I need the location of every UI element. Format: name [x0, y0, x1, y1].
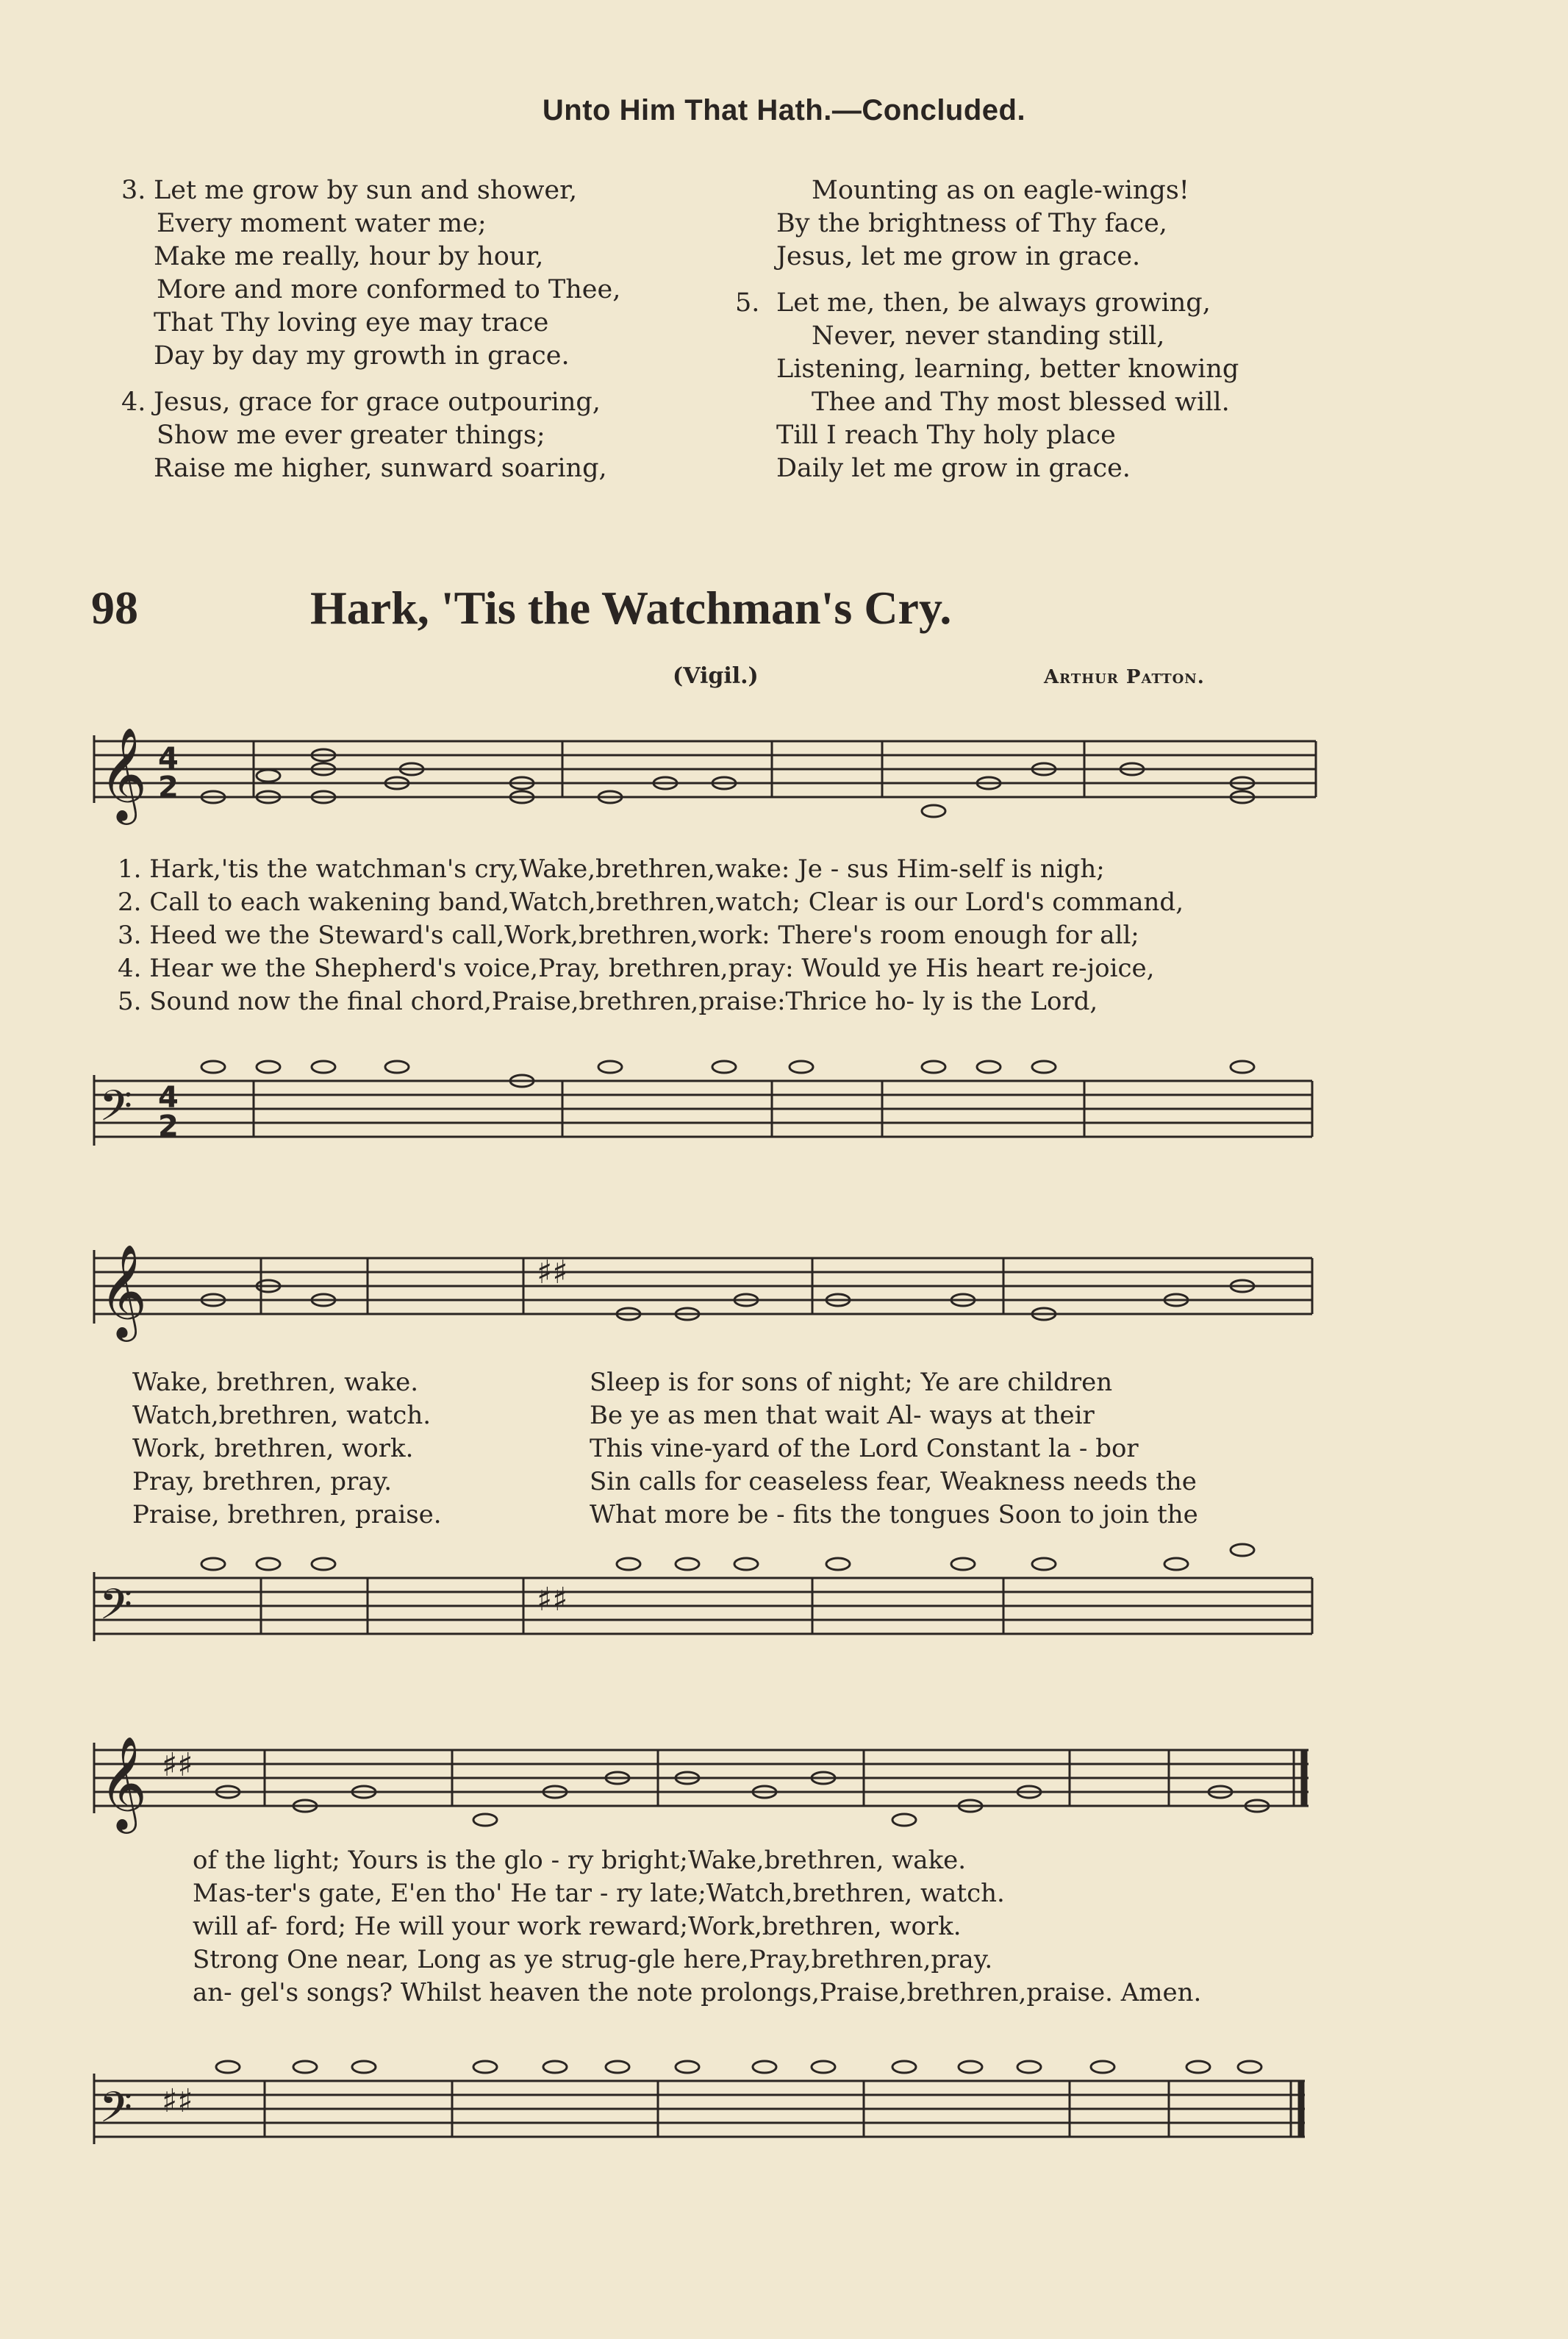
svg-text:2: 2: [158, 1110, 179, 1143]
lyric-line: Pray, brethren, pray.: [132, 1467, 393, 1496]
lyric-line: Sin calls for ceaseless fear, Weakness needs the: [590, 1467, 1197, 1496]
bass-clef-icon: 𝄢: [99, 1081, 133, 1141]
lyric-line: Praise, brethren, praise.: [132, 1500, 442, 1529]
tune-name: (Vigil.): [673, 663, 759, 689]
lyric-line: 5. Sound now the final chord,Praise,brethren,praise:Thrice ho- ly is the Lord,: [118, 987, 1098, 1016]
lyric-line: Work, brethren, work.: [132, 1434, 414, 1463]
lyric-line: 3. Heed we the Steward's call,Work,brethren,work: There's room enough for all;: [118, 921, 1139, 950]
system2-lyrics-right: [590, 1366, 1198, 1532]
lyric-line: of the light; Yours is the glo - ry bright;Wake,brethren, wake.: [193, 1846, 967, 1875]
lyric-line: Mas-ter's gate, E'en tho' He tar - ry late;Watch,brethren, watch.: [193, 1879, 1005, 1908]
svg-text:♯♯: ♯♯: [162, 1746, 193, 1784]
hymn-title: Hark, 'Tis the Watchman's Cry.: [310, 582, 952, 634]
svg-text:𝄞: 𝄞: [99, 1735, 148, 1829]
svg-text:𝄢: 𝄢: [99, 1579, 133, 1640]
composer: Arthur Patton.: [1044, 666, 1205, 688]
verse-4-cont: Mounting as on eagle-wings! By the brightness of Thy face, Jesus, let me grow in grace.: [776, 176, 1189, 271]
system1-lyrics: [118, 853, 1184, 1018]
lyric-line: 4. Hear we the Shepherd's voice,Pray, brethren,pray: Would ye His heart re-joice,: [118, 954, 1155, 983]
lyric-line: Be ye as men that wait Al- ways at their: [590, 1401, 1095, 1430]
treble-clef-icon: 𝄞: [99, 726, 148, 821]
lyric-line: Sleep is for sons of night; Ye are children: [590, 1368, 1113, 1397]
svg-text:♯♯: ♯♯: [162, 2082, 193, 2120]
lyric-line: 2. Call to each wakening band,Watch,brethren,watch; Clear is our Lord's command,: [118, 888, 1184, 917]
svg-text:𝄞: 𝄞: [99, 1243, 148, 1338]
system3-lyrics: [193, 1844, 1201, 2010]
lyric-line: Wake, brethren, wake.: [132, 1368, 419, 1397]
time-sig-top: 4: [158, 742, 179, 776]
sharp-icon: ♯♯: [537, 1254, 568, 1291]
lyric-line: This vine-yard of the Lord Constant la - bor: [590, 1434, 1139, 1463]
lyric-line: 1. Hark,'tis the watchman's cry,Wake,brethren,wake: Je - sus Him-self is nigh;: [118, 854, 1105, 884]
lyric-line: an- gel's songs? Whilst heaven the note prolongs,Praise,brethren,praise. Amen.: [193, 1978, 1202, 2007]
svg-text:♯♯: ♯♯: [537, 1581, 568, 1618]
system2-treble-staff: [94, 1250, 1312, 1324]
svg-text:𝄢: 𝄢: [99, 2082, 133, 2143]
system2-lyrics-left: [132, 1366, 442, 1532]
system3-bass-staff: [94, 2074, 1305, 2144]
verse-5: 5. Let me, then, be always growing, Never, never standing still, Listening, learning, better knowing Thee and Thy most blessed will. Till I reach Thy holy place Daily let me grow in grace.: [735, 288, 1239, 483]
lyric-line: Strong One near, Long as ye strug-gle here,Pray,brethren,pray.: [193, 1945, 993, 1974]
system3-treble-staff: [94, 1743, 1309, 1813]
hymn-number: 98: [91, 582, 138, 634]
verse-4: 4. Jesus, grace for grace outpouring, Show me ever greater things; Raise me higher, sunward soaring,: [121, 388, 607, 483]
lyric-line: What more be - fits the tongues Soon to join the: [590, 1500, 1198, 1529]
svg-text:4: 4: [158, 1081, 179, 1115]
system2-bass-staff: [94, 1572, 1312, 1641]
verse-3: 3. Let me grow by sun and shower, Every moment water me; Make me really, hour by hour, More and more conformed to Thee, That Thy loving eye may trace Day by day my growth in grace.: [121, 176, 621, 371]
time-sig-bottom: 2: [158, 771, 179, 804]
lyric-line: will af- ford; He will your work reward;Work,brethren, work.: [193, 1912, 962, 1941]
running-head: Unto Him That Hath.—Concluded.: [542, 94, 1026, 126]
lyric-line: Watch,brethren, watch.: [132, 1401, 432, 1430]
system1-bass-staff: [94, 1075, 1312, 1146]
